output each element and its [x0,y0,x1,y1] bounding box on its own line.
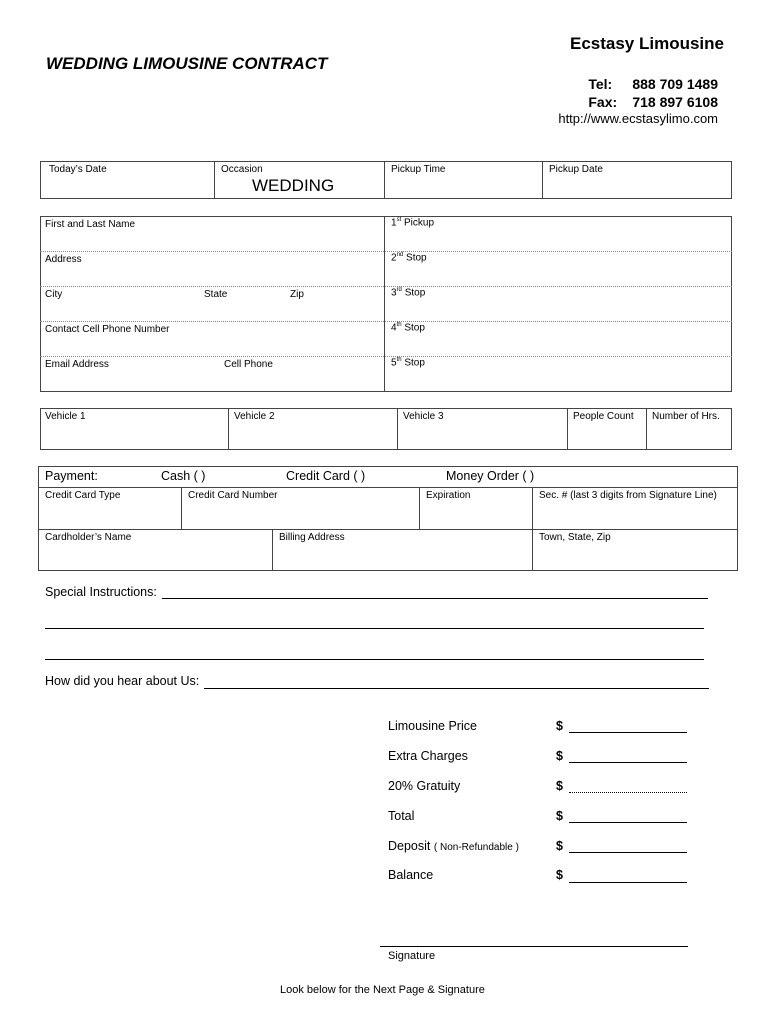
tel-number: 888 709 1489 [632,76,718,92]
stop-1-field[interactable] [386,215,434,228]
limousine-price-label: Limousine Price [388,719,477,733]
total-label: Total [388,809,415,823]
stop-number: 4 [391,322,397,334]
gratuity-line[interactable] [569,792,687,793]
deposit-line[interactable] [569,852,687,853]
money-order-option[interactable]: Money Order ( ) [446,469,535,483]
stop-4-field[interactable] [386,320,425,333]
dollar-sign: $ [556,839,563,853]
tel-label: Tel: [588,76,613,92]
divider [38,529,738,530]
vehicle-3-field[interactable]: Vehicle 3 [403,411,444,422]
deposit-text: Deposit [388,839,431,853]
cc-type-field[interactable]: Credit Card Type [45,490,121,501]
special-instructions-line[interactable] [45,659,704,660]
total-line[interactable] [569,822,687,823]
address-field[interactable]: Address [45,254,82,265]
dollar-sign: $ [556,868,563,882]
town-state-zip-field[interactable]: Town, State, Zip [539,532,611,543]
divider [542,161,543,199]
todays-date-field[interactable]: Today’s Date [49,164,107,175]
pickup-date-field[interactable]: Pickup Date [549,164,603,175]
dollar-sign: $ [556,749,563,763]
special-instructions-label: Special Instructions: [45,585,157,599]
credit-card-option[interactable]: Credit Card ( ) [286,469,366,483]
fax-label: Fax: [588,94,618,110]
zip-field[interactable]: Zip [290,289,304,300]
divider [214,161,215,199]
email-field[interactable]: Email Address [45,359,109,370]
occasion-value: WEDDING [252,176,335,195]
divider [181,487,182,529]
cc-number-field[interactable]: Credit Card Number [188,490,278,501]
payment-box [38,466,738,571]
security-code-field[interactable]: Sec. # (last 3 digits from Signature Line) [539,490,717,501]
special-instructions-line[interactable] [45,628,704,629]
fax-line [588,93,718,111]
balance-label: Balance [388,868,434,882]
divider [384,161,385,199]
signature-label: Signature [388,950,436,962]
divider [384,216,385,392]
stop-number: 1 [391,217,397,229]
stop-label: Stop [404,322,425,334]
stop-number: 2 [391,252,397,264]
stop-label: Pickup [404,217,435,229]
stop-ordinal: th [396,357,402,363]
stop-label: Stop [406,252,427,264]
occasion-field[interactable]: Occasion [221,164,263,175]
vehicle-2-field[interactable]: Vehicle 2 [234,411,275,422]
fax-number: 718 897 6108 [632,94,718,110]
gratuity-label: 20% Gratuity [388,779,461,793]
extra-charges-label: Extra Charges [388,749,468,763]
stop-label: Stop [404,357,425,369]
divider [272,529,273,571]
name-field[interactable]: First and Last Name [45,219,136,230]
special-instructions-line[interactable] [162,598,708,599]
stop-number: 3 [391,287,397,299]
payment-label: Payment: [45,469,98,483]
vehicle-1-field[interactable]: Vehicle 1 [45,411,86,422]
dollar-sign: $ [556,779,563,793]
stop-number: 5 [391,357,397,369]
stop-5-field[interactable] [386,355,425,368]
stop-label: Stop [404,287,426,299]
contact-block [588,75,718,111]
state-field[interactable]: State [204,289,228,300]
expiration-field[interactable]: Expiration [426,490,471,501]
website-link[interactable]: http://www.ecstasylimo.com [558,111,718,126]
extra-charges-line[interactable] [569,762,687,763]
dollar-sign: $ [556,809,563,823]
hear-about-line[interactable] [204,688,709,689]
cash-option[interactable]: Cash ( ) [161,469,206,483]
billing-address-field[interactable]: Billing Address [279,532,345,543]
divider [419,487,420,529]
stop-ordinal: th [396,322,402,328]
footer-note: Look below for the Next Page & Signature [280,984,485,996]
city-field[interactable]: City [45,289,63,300]
deposit-note: ( Non-Refundable ) [433,842,519,853]
company-name: Ecstasy Limousine [569,34,724,53]
dollar-sign: $ [556,719,563,733]
balance-line[interactable] [569,882,687,883]
hear-about-label: How did you hear about Us: [45,674,200,688]
deposit-label [388,839,519,853]
divider [532,487,533,571]
cardholder-field[interactable]: Cardholder’s Name [45,532,132,543]
stop-2-field[interactable] [386,250,427,263]
page-title: WEDDING LIMOUSINE CONTRACT [46,54,328,73]
stop-ordinal: rd [396,287,402,293]
stop-3-field[interactable] [386,285,425,298]
signature-line[interactable] [380,946,688,947]
contact-phone-field[interactable]: Contact Cell Phone Number [45,324,170,335]
stop-ordinal: nd [396,252,404,258]
limousine-price-line[interactable] [569,732,687,733]
cell-phone-field[interactable]: Cell Phone [224,359,273,370]
people-count-field[interactable]: People Count [573,411,634,422]
hours-field[interactable]: Number of Hrs. [652,411,720,422]
tel-line [588,75,718,93]
pickup-time-field[interactable]: Pickup Time [391,164,446,175]
stop-ordinal: st [396,217,402,223]
